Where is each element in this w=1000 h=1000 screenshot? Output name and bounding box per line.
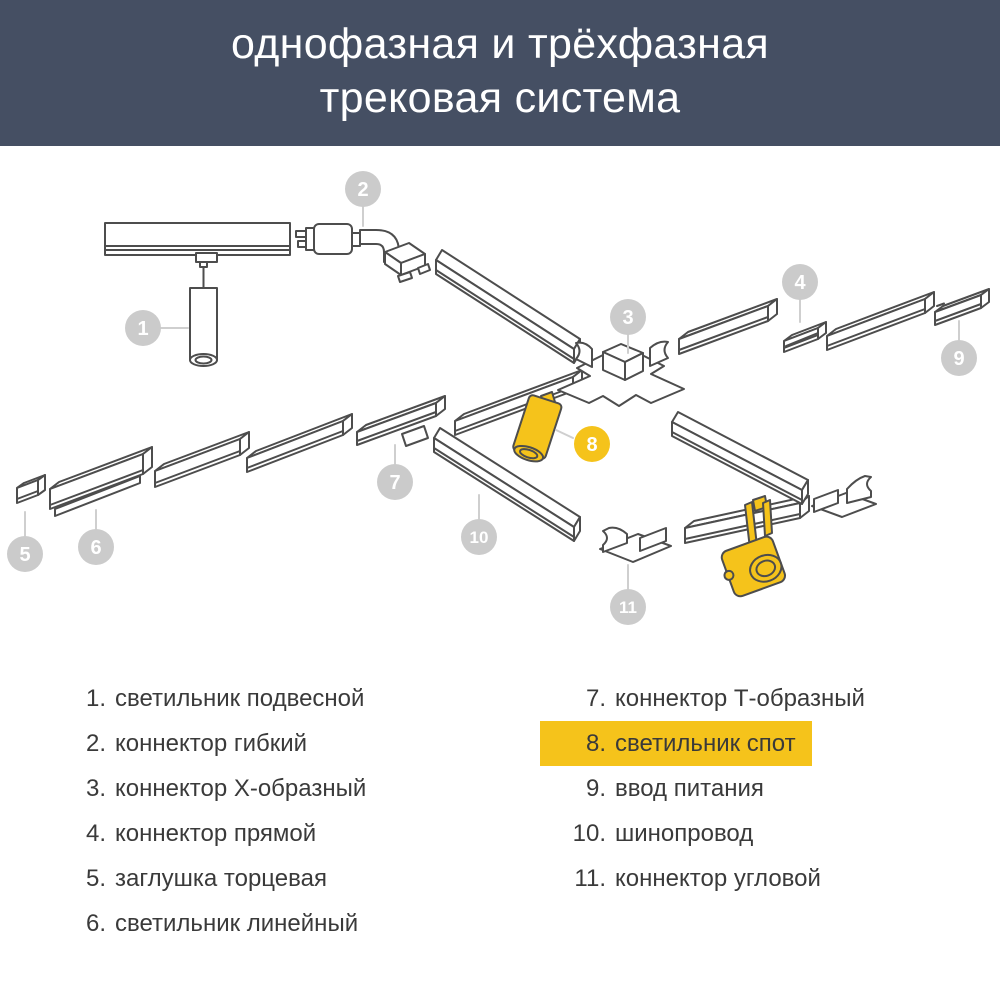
track-segment [827, 292, 934, 350]
svg-text:4: 4 [794, 272, 806, 294]
svg-text:7: 7 [389, 472, 401, 494]
badge-11 [610, 589, 646, 625]
legend-item-number: 1. [85, 684, 106, 712]
track-with-pendant-light [105, 223, 290, 366]
svg-text:6: 6 [90, 537, 102, 559]
legend-right-column [540, 676, 865, 901]
svg-text:5: 5 [19, 544, 31, 566]
svg-text:3: 3 [622, 307, 634, 329]
legend-item-label: заглушка торцевая [115, 864, 327, 892]
title-line-1: однофазная и трёхфазная [230, 20, 770, 68]
power-input [935, 289, 989, 325]
legend-item-6 [60, 901, 366, 946]
legend-item-2 [60, 721, 366, 766]
badge-9 [941, 340, 977, 376]
legend-item-10 [540, 811, 865, 856]
track-segment [155, 432, 249, 487]
track-segment [672, 412, 808, 504]
legend-item-number: 11. [574, 864, 606, 892]
legend-item-label: коннектор Т-образный [615, 684, 865, 712]
corner-connector-right [812, 476, 876, 517]
title-line-2: трековая система [319, 74, 681, 122]
page-header [0, 0, 1000, 146]
legend-item-label: коннектор угловой [615, 864, 821, 892]
legend-item-number: 9. [585, 774, 606, 802]
badge-2 [345, 171, 381, 207]
svg-text:1: 1 [137, 318, 149, 340]
track-segment [247, 414, 352, 472]
legend-item-4 [60, 811, 366, 856]
legend-item-label: светильник линейный [115, 909, 359, 937]
legend-item-number: 6. [85, 909, 106, 937]
legend-item-number: 4. [85, 819, 106, 847]
corner-connector [600, 528, 671, 562]
legend-item-3 [60, 766, 366, 811]
legend-item-label: ввод питания [615, 774, 764, 802]
legend-item-number: 2. [85, 729, 106, 757]
t-connector-tab [402, 426, 428, 446]
legend-item-label: коннектор прямой [115, 819, 317, 847]
badge-10 [461, 519, 497, 555]
legend-item-1 [60, 676, 366, 721]
svg-text:8: 8 [586, 434, 598, 456]
legend-item-label: коннектор Х-образный [115, 774, 367, 802]
legend-item-8 [540, 721, 812, 766]
legend-item-number: 7. [585, 684, 606, 712]
badge-7 [377, 464, 413, 500]
legend-item-number: 8. [585, 729, 606, 757]
legend-item-7 [540, 676, 865, 721]
legend-item-11 [540, 856, 865, 901]
legend-item-number: 5. [85, 864, 106, 892]
track-segment [436, 250, 580, 363]
t-connector [357, 396, 445, 445]
badge-8 [574, 426, 610, 462]
legend-item-label: светильник подвесной [115, 684, 365, 712]
track-system-diagram [0, 140, 1000, 660]
legend-item-label: коннектор гибкий [115, 729, 308, 757]
badge-3 [610, 299, 646, 335]
legend-item-number: 10. [572, 819, 606, 847]
legend-item-5 [60, 856, 366, 901]
svg-text:10: 10 [469, 527, 489, 547]
badge-6 [78, 529, 114, 565]
track-segment [434, 428, 580, 541]
track-segment [679, 299, 777, 354]
flexible-connector [296, 224, 430, 282]
badge-4 [782, 264, 818, 300]
legend-left-column [60, 676, 366, 946]
legend-item-number: 3. [85, 774, 106, 802]
badge-5 [7, 536, 43, 572]
legend-item-label: светильник спот [615, 729, 796, 757]
legend-item-label: шинопровод [615, 819, 754, 847]
legend-item-9 [540, 766, 865, 811]
end-cap [17, 475, 45, 503]
svg-text:11: 11 [619, 597, 637, 617]
track-segment [455, 370, 582, 435]
badge-1 [125, 310, 161, 346]
svg-text:9: 9 [953, 348, 965, 370]
svg-text:2: 2 [357, 179, 369, 201]
straight-connector [784, 322, 826, 352]
